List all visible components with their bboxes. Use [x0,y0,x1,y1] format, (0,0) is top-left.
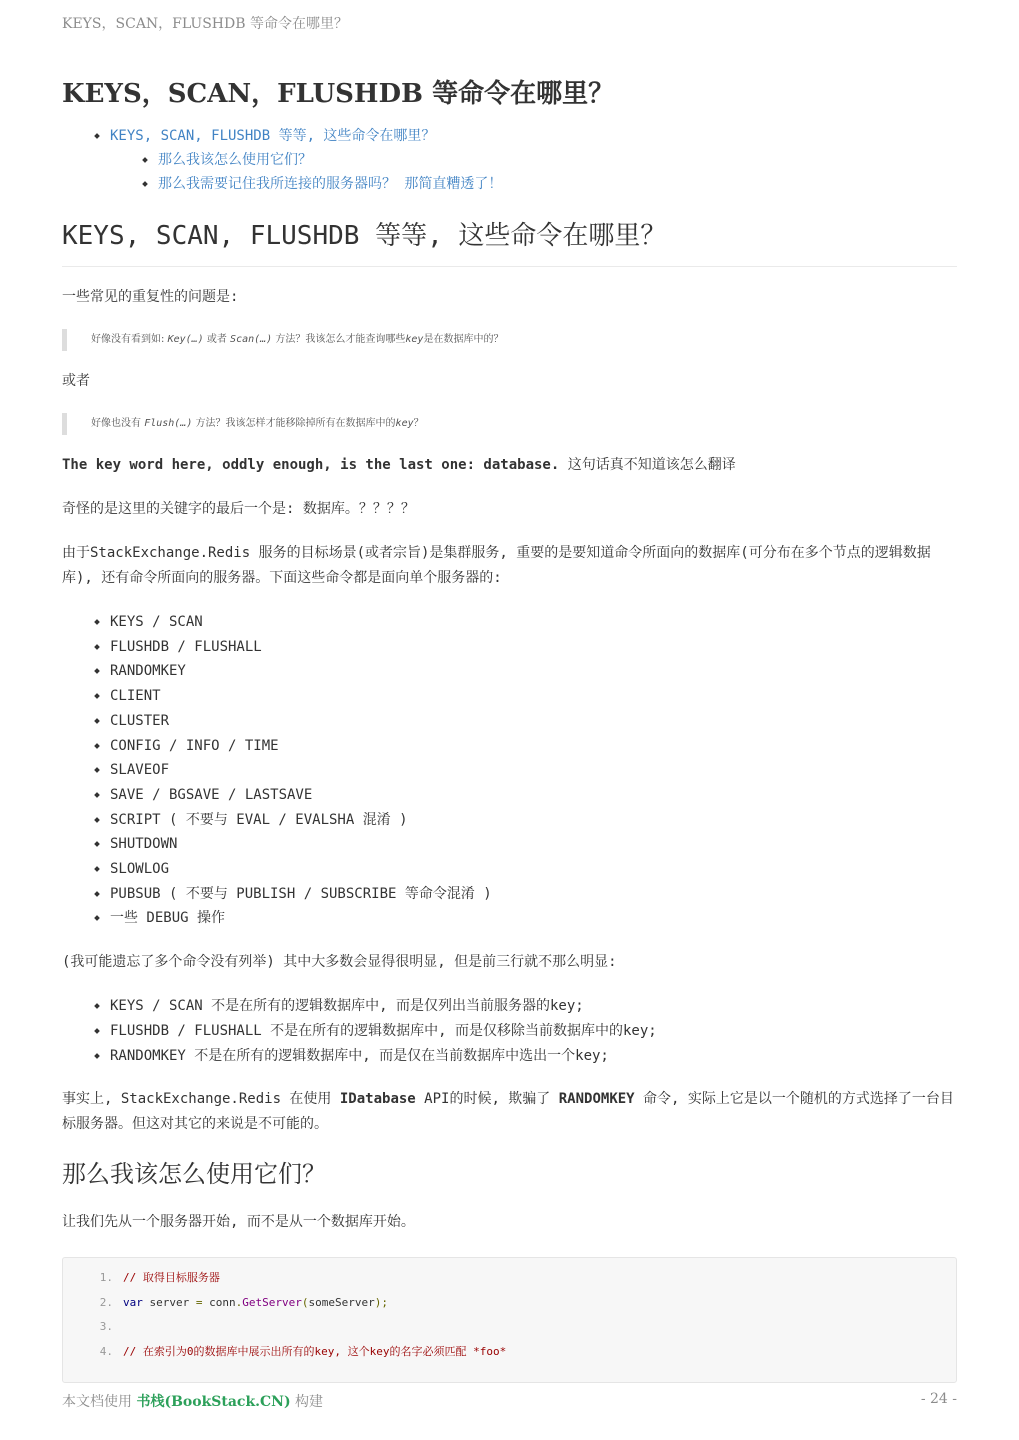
code-text: conn [202,1295,236,1309]
code-keyword: var [123,1295,143,1309]
quote-text: ？ [413,418,424,429]
list-item: RANDOMKEY [110,659,957,684]
quote-text: 好像也没有 [91,418,145,429]
code-line [63,1266,956,1291]
line-number: 2. [99,1295,113,1309]
notes-list [62,994,957,1068]
fact-text: 命令, 实际上它是以一个随机的方式选择了一台目标服务器。但这对其它的来说是不可能的。 [62,1091,954,1133]
code-block [62,1257,957,1383]
target-paragraph: 由于StackExchange.Redis 服务的目标场景(或者宗旨)是集群服务, 重要的是要知道命令所面向的数据库(可分布在多个节点的逻辑数据库), 还有命令所面向的服务器。下面这些命令都是面向单个服务器的: [62,545,931,586]
line-number: 1. [99,1271,113,1285]
strange-paragraph: 奇怪的是这里的关键字的最后一个是: 数据库。？？？？ [62,501,415,517]
list-item: RANDOMKEY 不是在所有的逻辑数据库中, 而是仅在当前数据库中选出一个key; [110,1044,957,1069]
code-text: server [142,1295,196,1309]
document-body [62,76,957,1383]
section-heading-commands: KEYS, SCAN, FLUSHDB 等等, 这些命令在哪里？ [62,218,957,267]
start-paragraph: 让我们先从一个服务器开始, 而不是从一个数据库开始。 [62,1214,415,1231]
keyword-note: 这句话真不知道该怎么翻译 [559,457,736,473]
code-punct: ); [374,1295,388,1309]
fact-paragraph [62,1087,957,1137]
fact-bold-idatabase: IDatabase [339,1091,416,1108]
quote-em-key: key [405,334,424,345]
quote-code-flush: Flush(…) [144,418,193,429]
fact-text: 事实上, StackExchange.Redis 在使用 [62,1091,340,1108]
list-item: PUBSUB ( 不要与 PUBLISH / SUBSCRIBE 等命令混淆 ) [110,882,957,907]
toc-link-usage[interactable]: 那么我该怎么使用它们？ [158,152,312,168]
quote-text: 好像没有看到如: [91,334,168,345]
quote-em-key: key [395,418,414,429]
footer-brand-link[interactable]: 书栈(BookStack.CN) [136,1394,291,1410]
code-line [63,1291,956,1316]
table-of-contents [62,124,957,196]
footer-text: 本文档使用 [62,1394,137,1410]
or-paragraph: 或者 [62,373,90,389]
fact-bold-randomkey: RANDOMKEY [558,1091,635,1108]
toc-item-usage[interactable] [158,148,957,172]
quote-text: 或者 [203,334,231,345]
running-header: KEYS，SCAN，FLUSHDB 等命令在哪里？ [62,16,348,32]
toc-link-commands[interactable]: KEYS, SCAN, FLUSHDB 等等, 这些命令在哪里？ [110,128,436,144]
toc-item-commands[interactable] [110,124,957,196]
list-item: FLUSHDB / FLUSHALL [110,635,957,660]
quote-text: 方法？我该怎么才能查询哪些 [272,334,406,345]
list-item: SLOWLOG [110,857,957,882]
quote-text: 方法？我该怎样才能移除掉所有在数据库中的 [192,418,396,429]
code-punct: ( [301,1295,309,1309]
footer-credit [62,1391,323,1411]
list-item: FLUSHDB / FLUSHALL 不是在所有的逻辑数据库中, 而是仅移除当前数据库中的key; [110,1019,957,1044]
page-title: KEYS，SCAN，FLUSHDB 等命令在哪里？ [62,79,615,109]
mostly-paragraph: (我可能遗忘了多个命令没有列举) 其中大多数会显得很明显, 但是前三行就不那么明显: [62,954,617,971]
line-number: 3. [99,1320,113,1334]
code-punct: = [195,1295,203,1309]
quote-code-scan: Scan(…) [230,334,273,345]
list-item: SCRIPT ( 不要与 EVAL / EVALSHA 混淆 ) [110,808,957,833]
page-number: - 24 - [920,1391,957,1407]
code-function: GetServer [242,1295,302,1309]
server-commands-list [62,610,957,931]
toc-link-remember-server[interactable]: 那么我需要记住我所连接的服务器吗？ 那简直糟透了！ [158,176,503,192]
list-item: CLUSTER [110,709,957,734]
list-item: SAVE / BGSAVE / LASTSAVE [110,783,957,808]
keyword-paragraph [62,453,957,478]
list-item: SLAVEOF [110,758,957,783]
code-comment: // 取得目标服务器 [123,1271,220,1285]
toc-item-remember-server[interactable] [158,172,957,196]
code-line [63,1315,956,1340]
quote-flush [62,413,957,435]
code-comment: // 在索引为0的数据库中展示出所有的key, 这个key的名字必须匹配 *foo* [123,1344,507,1358]
quote-code-key: Key(…) [167,334,204,345]
fact-text: API的时候, 欺骗了 [415,1091,559,1108]
quote-keys-scan [62,329,957,351]
footer-text: 构建 [290,1394,324,1410]
list-item: KEYS / SCAN [110,610,957,635]
list-item: KEYS / SCAN 不是在所有的逻辑数据库中, 而是仅列出当前服务器的key; [110,994,957,1019]
code-text: someServer [308,1295,375,1309]
code-punct: . [235,1295,243,1309]
list-item: SHUTDOWN [110,832,957,857]
section-heading-usage: 那么我该怎么使用它们？ [62,1160,326,1189]
list-item: CLIENT [110,684,957,709]
list-item: 一些 DEBUG 操作 [110,906,957,931]
code-line [63,1340,956,1365]
keyword-bold-text: The key word here, oddly enough, is the last one: database. [62,457,560,473]
line-number: 4. [99,1344,113,1358]
list-item: CONFIG / INFO / TIME [110,734,957,759]
quote-text: 是在数据库中的？ [423,334,504,345]
intro-paragraph: 一些常见的重复性的问题是: [62,289,239,305]
